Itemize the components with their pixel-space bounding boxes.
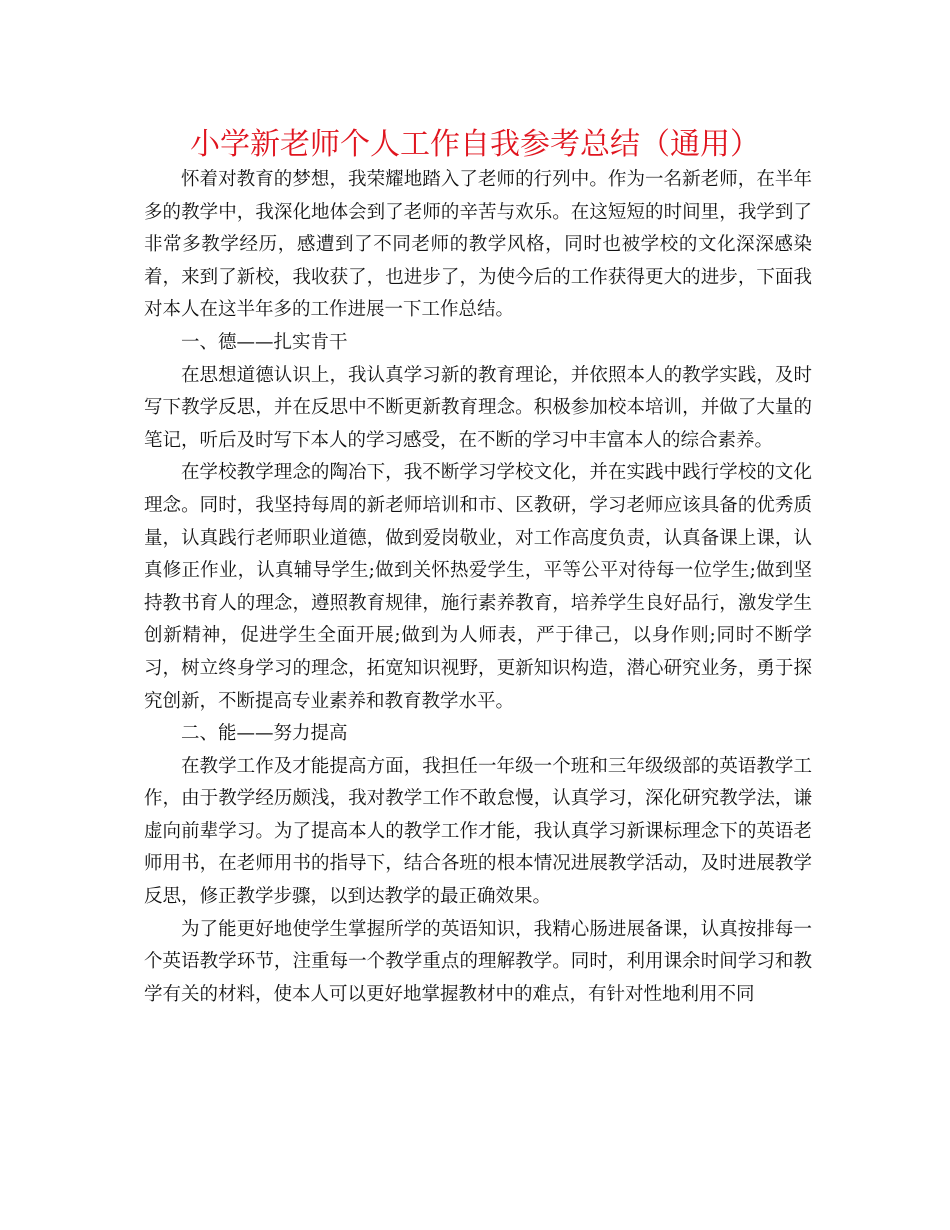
section-heading-2: 二、能——努力提高 [181,723,348,745]
section-1-paragraph-2: 在学校教学理念的陶冶下，我不断学习学校文化，并在实践中践行学校的文化理念。同时，我坚持每周的新老师培训和市、区教研，学习老师应该具备的优秀质量，认真践行老师职业道德，做到爱岗敬业，对工作高度负责，认真备课上课，认真修正作业，认真辅导学生;做到关怀热爱学生，平等公平对待每一位学生;做到坚持教书育人的理念，遵照教育规律，施行素养教育，培养学生良好品行，激发学生创新精神，促进学生全面开展;做到为人师表，严于律己，以身作则;同时不断学习，树立终身学习的理念，拓宽知识视野，更新知识构造，潜心研究业务，勇于探究创新，不断提高专业素养和教育教学水平。 [144,462,812,712]
intro-paragraph: 怀着对教育的梦想，我荣耀地踏入了老师的行列中。作为一名新老师，在半年多的教学中，我深化地体会到了老师的辛苦与欢乐。在这短短的时间里，我学到了非常多教学经历，感遭到了不同老师的教学风格，同时也被学校的文化深深感染着，来到了新校，我收获了，也进步了，为使今后的工作获得更大的进步，下面我对本人在这半年多的工作进展一下工作总结。 [144,169,812,321]
section-2-paragraph-2: 为了能更好地使学生掌握所学的英语知识，我精心肠进展备课，认真按排每一个英语教学环节，注重每一个教学重点的理解教学。同时，利用课余时间学习和教学有关的材料，使本人可以更好地掌握教材中的难点，有针对性地利用不同 [144,918,812,1005]
document-title: 小学新老师个人工作自我参考总结（通用） [190,127,760,162]
section-2-paragraph-1: 在教学工作及才能提高方面，我担任一年级一个班和三年级级部的英语教学工作，由于教学经历颇浅，我对教学工作不敢怠慢，认真学习，深化研究教学法，谦虚向前辈学习。为了提高本人的教学工作才能，我认真学习新课标理念下的英语老师用书，在老师用书的指导下，结合各班的根本情况进展教学活动，及时进展教学反思，修正教学步骤，以到达教学的最正确效果。 [144,755,812,908]
section-1-paragraph-1: 在思想道德认识上，我认真学习新的教育理论，并依照本人的教学实践，及时写下教学反思，并在反思中不断更新教育理念。积极参加校本培训，并做了大量的笔记，听后及时写下本人的学习感受，在不断的学习中丰富本人的综合素养。 [144,364,812,451]
section-heading-1: 一、德——扎实肯干 [181,331,348,353]
document-body [144,164,812,1011]
